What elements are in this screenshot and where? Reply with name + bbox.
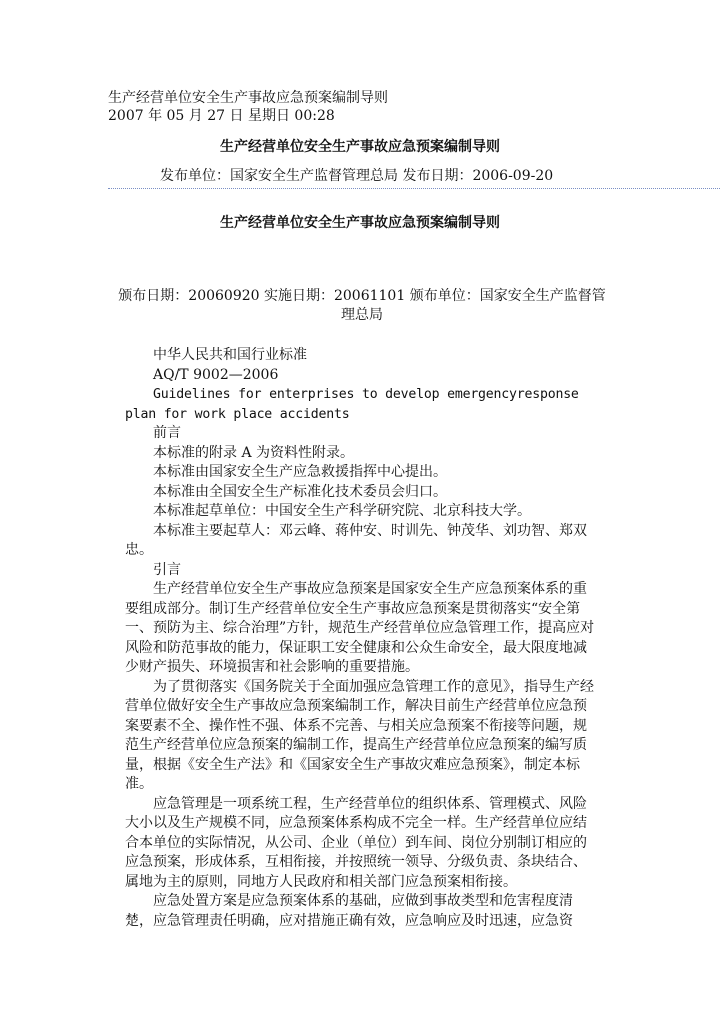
paragraph: 中华人民共和国行业标准 (153, 347, 307, 363)
paragraph: 本标准主要起草人：邓云峰、蒋仲安、时训先、钟茂华、刘功智、郑双忠。 (125, 522, 587, 558)
article-title: 生产经营单位安全生产事故应急预案编制导则 (220, 139, 500, 155)
header-doc-title: 生产经营单位安全生产事故应急预案编制导则 (108, 90, 388, 106)
paragraph: 本标准由全国安全生产标准化技术委员会归口。 (153, 483, 447, 500)
article-body (125, 346, 597, 931)
header-datetime: 2007 年 05 月 27 日 星期日 00:28 (108, 108, 335, 124)
article-subtitle: 生产经营单位安全生产事故应急预案编制导则 (220, 215, 500, 231)
paragraph: AQ/T 9002—2006 (153, 366, 279, 383)
paragraph-english-title: Guidelines for enterprises to develop emergencyresponse plan for work place accidents (125, 387, 579, 422)
paragraph: 本标准由国家安全生产应急救援指挥中心提出。 (153, 464, 447, 480)
dotted-divider (108, 188, 720, 189)
section-heading: 引言 (153, 561, 181, 578)
paragraph: 本标准起草单位：中国安全生产科学研究院、北京科技大学。 (153, 503, 531, 519)
publisher-line: 发布单位：国家安全生产监督管理总局 发布日期：2006-09-20 (160, 168, 554, 184)
paragraph: 本标准的附录 A 为资料性附录。 (153, 444, 355, 461)
paragraph: 为了贯彻落实《国务院关于全面加强应急管理工作的意见》，指导生产经营单位做好安全生产事故应急预案编制工作，解决目前生产经营单位应急预案要素不全、操作性不强、体系不完善、与相关应急预案不衔接等问题，规范生产经营单位应急预案的编制工作，提高生产经营单位应急预案的编写质量，根据《安全生产法》和《国家安全生产事故灾难应急预案》，制定本标准。 (125, 678, 594, 792)
section-heading: 前言 (153, 425, 181, 441)
meta-line: 颁布日期：20060920 实施日期：20061101 颁布单位：国家安全生产监督管理总局 (118, 288, 606, 323)
paragraph: 应急处置方案是应急预案体系的基础，应做到事故类型和危害程度清楚，应急管理责任明确，应对措施正确有效，应急响应及时迅速，应急资 (125, 893, 573, 929)
paragraph: 应急管理是一项系统工程，生产经营单位的组织体系、管理模式、风险大小以及生产规模不同，应急预案体系构成不完全一样。生产经营单位应结合本单位的实际情况，从公司、企业（单位）到车间、岗位分别制订相应的应急预案，形成体系，互相衔接，并按照统一领导、分级负责、条块结合、属地为主的原则，同地方人民政府和相关部门应急预案相衔接。 (125, 795, 587, 890)
paragraph: 生产经营单位安全生产事故应急预案是国家安全生产应急预案体系的重要组成部分。制订生产经营单位安全生产事故应急预案是贯彻落实“安全第一、预防为主、综合治理”方针，规范生产经营单位应急管理工作，提高应对风险和防范事故的能力，保证职工安全健康和公众生命安全，最大限度地减少财产损失、环境损害和社会影响的重要措施。 (125, 581, 595, 675)
page-header (108, 89, 388, 125)
